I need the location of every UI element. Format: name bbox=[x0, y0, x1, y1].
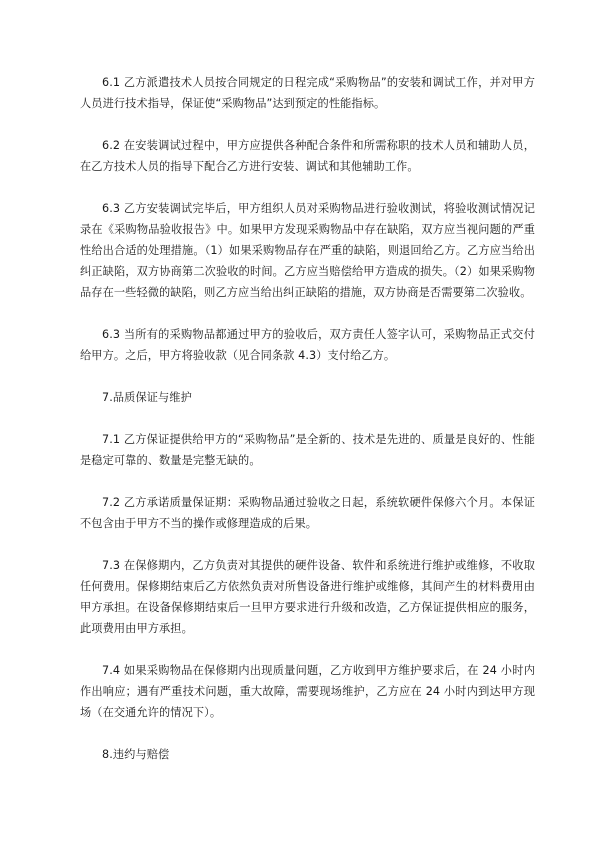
clause-7-3: 7.3 在保修期内，乙方负责对其提供的硬件设备、软件和系统进行维护或维修，不收取任何费用。保修期结束后乙方依然负责对所售设备进行维护或维修，其间产生的材料费用由甲方承担。在设备保修期结束后一旦甲方要求进行升级和改造，乙方保证提供相应的服务，此项费用由甲方承担。 bbox=[80, 559, 535, 635]
clause-6-2: 6.2 在安装调试过程中，甲方应提供各种配合条件和所需称职的技术人员和辅助人员，在乙方技术人员的指导下配合乙方进行安装、调试和其他辅助工作。 bbox=[80, 139, 535, 173]
clause-7-1: 7.1 乙方保证提供给甲方的“采购物品”是全新的、技术是先进的、质量是良好的、性能是稳定可靠的、数量是完整无缺的。 bbox=[80, 433, 535, 467]
section-heading-8: 8.违约与赔偿 bbox=[102, 748, 170, 761]
clause-6-3: 6.3 乙方安装调试完毕后，甲方组织人员对采购物品进行验收测试，将验收测试情况记录在《采购物品验收报告》中。如果甲方发现采购物品中存在缺陷，双方应当视问题的严重性给出合适的处理措施。（1）如果采购物品存在严重的缺陷，则退回给乙方。乙方应当给出纠正缺陷，双方协商第二次验收的时间。乙方应当赔偿给甲方造成的损失。（2）如果采购物品存在一些轻微的缺陷，则乙方应当给出纠正缺陷的措施，双方协商是否需要第二次验收。 bbox=[80, 202, 535, 299]
document-body bbox=[80, 72, 535, 765]
section-heading-7: 7.品质保证与维护 bbox=[102, 391, 192, 404]
clause-7-2: 7.2 乙方承诺质量保证期：采购物品通过验收之日起，系统软硬件保修六个月。本保证不包含由于甲方不当的操作或修理造成的后果。 bbox=[80, 496, 535, 530]
clause-7-4: 7.4 如果采购物品在保修期内出现质量问题，乙方收到甲方维护要求后，在 24 小时内作出响应；遇有严重技术问题，重大故障，需要现场维护，乙方应在 24 小时内到达甲方现场（在交通允许的情况下）。 bbox=[80, 664, 535, 719]
clause-6-3-delivery: 6.3 当所有的采购物品都通过甲方的验收后，双方责任人签字认可，采购物品正式交付给甲方。之后，甲方将验收款（见合同条款 4.3）支付给乙方。 bbox=[80, 328, 535, 362]
clause-6-1: 6.1 乙方派遣技术人员按合同规定的日程完成“采购物品”的安装和调试工作，并对甲方人员进行技术指导，保证使“采购物品”达到预定的性能指标。 bbox=[80, 76, 535, 110]
